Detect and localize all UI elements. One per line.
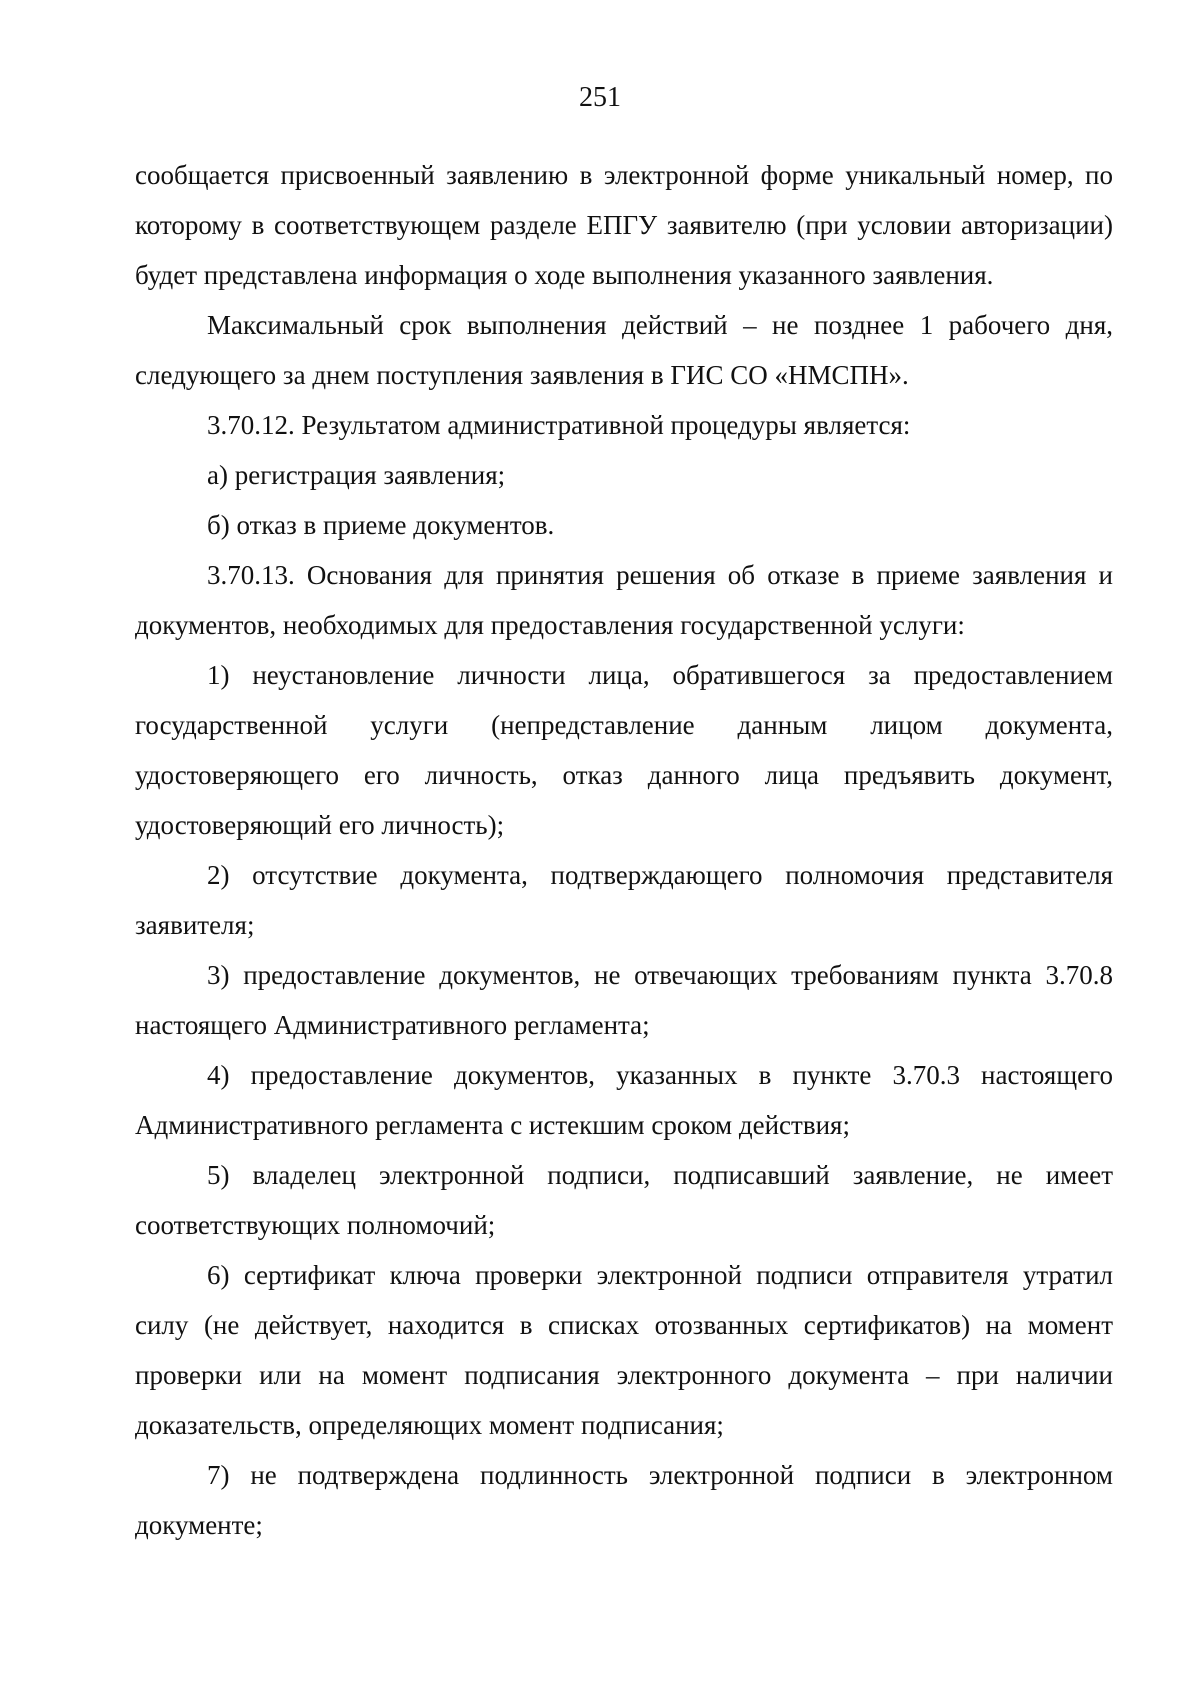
paragraph: 3.70.13. Основания для принятия решения об отказе в приеме заявления и документов, необходимых для предоставления государственной услуги: xyxy=(135,560,1113,640)
list-item: 1) неустановление личности лица, обратившегося за предоставлением государственной услуги (непредставление данным лицом документа, удостоверяющего его личность, отказ данного лица предъявить документ, удостоверяющий его личность); xyxy=(135,660,1113,840)
list-item: 3) предоставление документов, не отвечающих требованиям пункта 3.70.8 настоящего Административного регламента; xyxy=(135,960,1113,1040)
paragraph: сообщается присвоенный заявлению в электронной форме уникальный номер, по которому в соответствующем разделе ЕПГУ заявителю (при условии авторизации) будет представлена информация о ходе выполнения указанного заявления. xyxy=(135,160,1113,290)
paragraph: а) регистрация заявления; xyxy=(207,460,506,490)
paragraph: Максимальный срок выполнения действий – не позднее 1 рабочего дня, следующего за днем поступления заявления в ГИС СО «НМСПН». xyxy=(135,310,1113,390)
paragraph: 3.70.12. Результатом административной процедуры является: xyxy=(207,410,911,440)
list-item: 7) не подтверждена подлинность электронной подписи в электронном документе; xyxy=(135,1460,1113,1540)
list-item: 4) предоставление документов, указанных в пункте 3.70.3 настоящего Административного регламента с истекшим сроком действия; xyxy=(135,1060,1113,1140)
list-item: 6) сертификат ключа проверки электронной подписи отправителя утратил силу (не действует, находится в списках отозванных сертификатов) на момент проверки или на момент подписания электронного документа – при наличии доказательств, определяющих момент подписания; xyxy=(135,1260,1113,1440)
list-item: 5) владелец электронной подписи, подписавший заявление, не имеет соответствующих полномочий; xyxy=(135,1160,1113,1240)
paragraph: б) отказ в приеме документов. xyxy=(207,510,555,540)
page-number: 251 xyxy=(579,82,621,113)
document-body xyxy=(135,150,1113,1550)
list-item: 2) отсутствие документа, подтверждающего полномочия представителя заявителя; xyxy=(135,860,1113,940)
